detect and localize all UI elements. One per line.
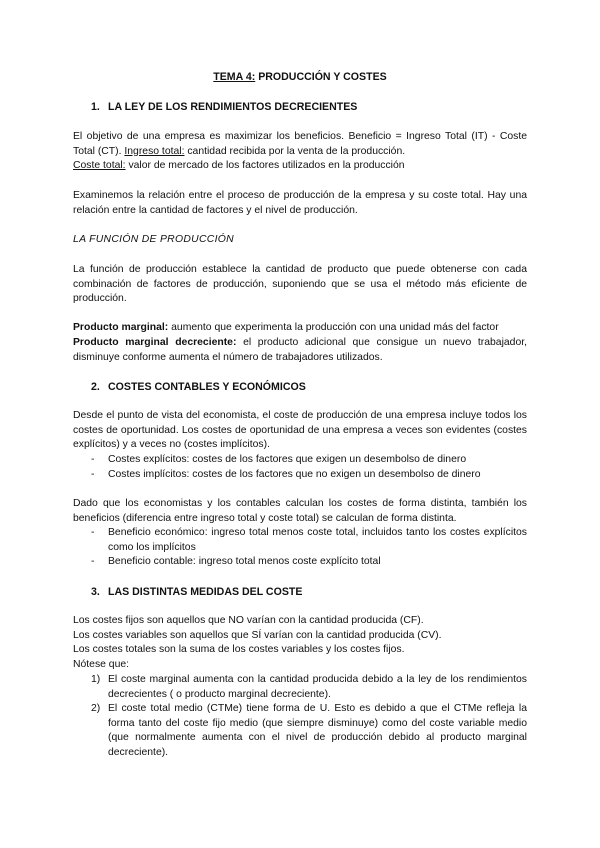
- definition-producto-marginal: Producto marginal: aumento que experimenta la producción con una unidad más del factor: [73, 322, 499, 333]
- page-title: [0, 70, 600, 85]
- subheading-funcion-produccion: LA FUNCIÓN DE PRODUCCIÓN: [73, 234, 234, 245]
- section-3-line-3: Los costes totales son la suma de los costes variables y los costes fijos.: [73, 644, 405, 655]
- list-item: - Beneficio contable: ingreso total menos coste explícito total: [91, 555, 527, 570]
- section-1-coste-total-line: Coste total: valor de mercado de los factores utilizados en la producción: [73, 160, 405, 171]
- section-1-paragraph-1: El objetivo de una empresa es maximizar los beneficios. Beneficio = Ingreso Total (IT) - Coste Total (CT). Ingreso total: cantidad recibida por la venta de la producción.: [73, 131, 527, 157]
- section-1-paragraph-3: La función de producción establece la cantidad de producto que puede obtenerse con cada combinación de factores de producción, suponiendo que se usa el método más eficiente de producción.: [73, 264, 527, 304]
- definition-producto-marginal-decreciente: Producto marginal decreciente: el producto adicional que consigue un nuevo trabajador, disminuye conforme aumenta el número de trabajadores utilizados.: [73, 337, 527, 363]
- cost-types-list: [91, 453, 527, 482]
- title-rest: PRODUCCIÓN Y COSTES: [255, 71, 387, 83]
- list-item: - Costes explícitos: costes de los factores que exigen un desembolso de dinero: [91, 453, 527, 468]
- title-prefix: TEMA 4:: [213, 71, 256, 83]
- section-3-line-2: Los costes variables son aquellos que SÍ varían con la cantidad producida (CV).: [73, 630, 442, 641]
- section-3-line-4: Nótese que:: [73, 659, 130, 670]
- section-3-line-1: Los costes fijos son aquellos que NO varían con la cantidad producida (CF).: [73, 615, 424, 626]
- section-2-paragraph-1: Desde el punto de vista del economista, el coste de producción de una empresa incluye todos los costes de oportunidad. Los costes de oportunidad de una empresa a veces son evidentes (costes explícitos) y a veces no (costes implícitos).: [73, 410, 527, 450]
- section-3-heading: 3. LAS DISTINTAS MEDIDAS DEL COSTE: [91, 586, 303, 598]
- list-item: 2) El coste total medio (CTMe) tiene forma de U. Esto es debido a que el CTMe refleja la forma tanto del coste fijo medio (que siempre disminuye) como del coste variable medio (que normalmente aumenta con el nivel de producción debido al producto marginal decreciente).: [91, 703, 527, 758]
- section-2-heading: 2. COSTES CONTABLES Y ECONÓMICOS: [91, 381, 306, 393]
- section-1-heading: 1. LA LEY DE LOS RENDIMIENTOS DECRECIENTES: [91, 101, 358, 113]
- list-item: - Costes implícitos: costes de los factores que no exigen un desembolso de dinero: [91, 468, 527, 483]
- benefit-types-list: [91, 526, 527, 570]
- section-1-paragraph-2: Examinemos la relación entre el proceso de producción de la empresa y su coste total. Hay una relación entre la cantidad de factores y el nivel de producción.: [73, 190, 527, 216]
- list-item: - Beneficio económico: ingreso total menos coste total, incluidos tanto los costes explícitos como los implícitos: [91, 526, 527, 555]
- section-2-paragraph-2: Dado que los economistas y los contables calculan los costes de forma distinta, también los beneficios (diferencia entre ingreso total y coste total) se calculan de forma distinta.: [73, 498, 527, 524]
- notes-list: [91, 673, 527, 760]
- list-item: 1) El coste marginal aumenta con la cantidad producida debido a la ley de los rendimientos decrecientes ( o producto marginal decreciente).: [91, 674, 527, 700]
